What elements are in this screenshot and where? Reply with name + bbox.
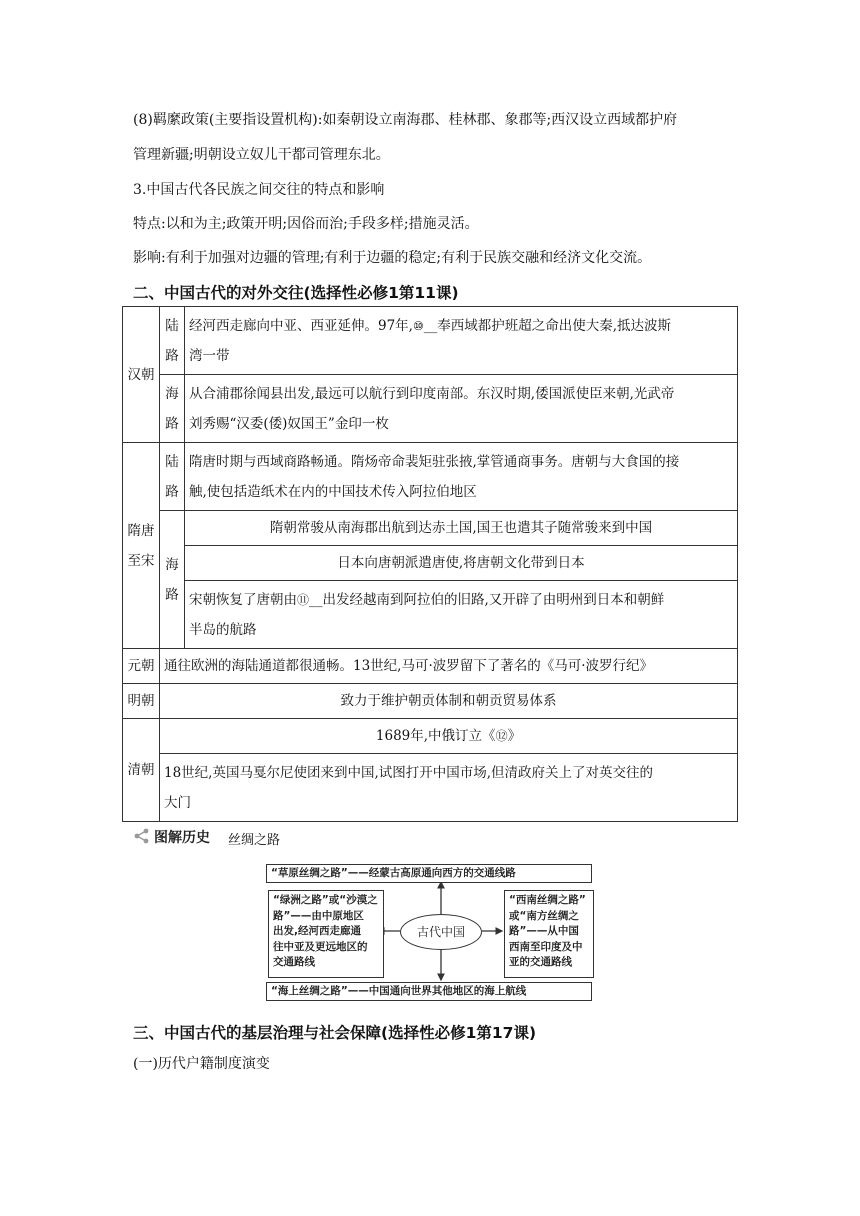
content-cell: 隋朝常骏从南海郡出航到达赤土国,国王也遣其子随常骏来到中国 — [185, 511, 738, 546]
text-line: 亚的交通路线 — [509, 956, 572, 968]
figure-caption: 丝绸之路 — [228, 833, 281, 848]
route-type-cell: 海路 — [160, 511, 185, 649]
text-line: 半岛的航路 — [189, 621, 257, 638]
era-cell: 元朝 — [123, 649, 160, 684]
ancient-china-node: 古代中国 — [400, 914, 482, 950]
text-span: 经河西走廊向中亚、西亚延伸。97年, — [189, 317, 413, 334]
oasis-route-box — [268, 890, 384, 978]
blank-marker: ⑫ — [495, 729, 508, 743]
text-line: “绿洲之路”或“沙漠之 — [273, 894, 378, 906]
text-line: 隋唐时期与西域商路畅通。隋炀帝命裴矩驻张掖,掌管通商事务。唐朝与大食国的接 — [189, 453, 680, 470]
text-line: 路”——由中原地区 — [273, 909, 364, 922]
foreign-relations-table — [122, 306, 738, 822]
share-icon — [133, 828, 151, 844]
text-line: 大门 — [164, 794, 191, 811]
text-span: 宋朝恢复了唐朝由 — [189, 591, 297, 608]
blank-marker: ⑪ — [297, 592, 310, 607]
intro-line: 特点:以和为主;政策开明;因俗而治;手段多样;措施灵活。 — [133, 216, 479, 232]
route-type-cell: 陆路 — [160, 307, 185, 375]
content-cell — [160, 754, 738, 822]
text-line: 交通路线 — [273, 956, 315, 968]
content-cell — [185, 443, 738, 511]
era-cell: 汉朝 — [123, 307, 160, 443]
text-line: 西南至印度及中 — [509, 940, 583, 953]
grassland-route-box: “草原丝绸之路”——经蒙古高原通向西方的交通线路 — [266, 864, 592, 883]
text-line: 往中亚及更远地区的 — [273, 940, 368, 953]
content-cell: 致力于维护朝贡体制和朝贡贸易体系 — [160, 684, 738, 719]
text-line: 刘秀赐“汉委(倭)奴国王”金印一枚 — [189, 415, 389, 432]
text-line: 触,使包括造纸术在内的中国技术传入阿拉伯地区 — [189, 483, 477, 500]
intro-line: 管理新疆;明朝设立奴儿干都司管理东北。 — [133, 147, 390, 163]
era-cell: 隋唐至宋 — [123, 443, 160, 649]
southwest-route-box — [504, 890, 594, 978]
text-line: 湾一带 — [189, 347, 230, 364]
content-cell — [160, 719, 738, 754]
text-line: 或“南方丝绸之 — [509, 909, 579, 922]
content-cell: 日本向唐朝派遣唐使,将唐朝文化带到日本 — [185, 546, 738, 581]
text-span: __出发经越南到阿拉伯的旧路,又开辟了由明州到日本和朝鲜 — [309, 591, 665, 608]
blank-marker: ⑩ — [412, 318, 424, 333]
text-span: 》 — [507, 728, 522, 744]
era-cell: 明朝 — [123, 684, 160, 719]
text-span: 1689年,中俄订立《 — [375, 728, 496, 744]
section-title: 二、中国古代的对外交往(选择性必修1第11课) — [133, 284, 459, 302]
text-line: 18世纪,英国马戛尔尼使团来到中国,试图打开中国市场,但清政府关上了对英交往的 — [164, 764, 654, 781]
route-type-cell: 陆路 — [160, 443, 185, 511]
text-line: “西南丝绸之路” — [509, 894, 586, 906]
section-title: 三、中国古代的基层治理与社会保障(选择性必修1第17课) — [133, 1024, 537, 1042]
text-line: 出发,经河西走廊通 — [273, 925, 361, 937]
intro-line: 影响:有利于加强对边疆的管理;有利于边疆的稳定;有利于民族交融和经济文化交流。 — [133, 250, 652, 266]
era-cell: 清朝 — [123, 719, 160, 822]
maritime-route-box: “海上丝绸之路”——中国通向世界其他地区的海上航线 — [266, 982, 592, 1001]
intro-line: (8)羁縻政策(主要指设置机构):如秦朝设立南海郡、桂林郡、象郡等;西汉设立西域都护府 — [133, 112, 678, 128]
text-span: __奉西域都护班超之命出使大秦,抵达波斯 — [423, 317, 672, 334]
content-cell — [185, 581, 738, 649]
text-line: 从合浦郡徐闻县出发,最远可以航行到印度南部。东汉时期,倭国派使臣来朝,光武帝 — [189, 385, 675, 402]
content-cell — [185, 307, 738, 375]
intro-heading: 3.中国古代各民族之间交往的特点和影响 — [133, 182, 385, 198]
route-type-cell: 海路 — [160, 375, 185, 443]
content-cell: 通往欧洲的海陆通道都很通畅。13世纪,马可·波罗留下了著名的《马可·波罗行纪》 — [160, 649, 738, 684]
figure-label: 图解历史 — [154, 830, 210, 846]
content-cell — [185, 375, 738, 443]
text-line: 路”——从中国 — [509, 925, 579, 937]
subsection-title: (一)历代户籍制度演变 — [133, 1056, 270, 1072]
